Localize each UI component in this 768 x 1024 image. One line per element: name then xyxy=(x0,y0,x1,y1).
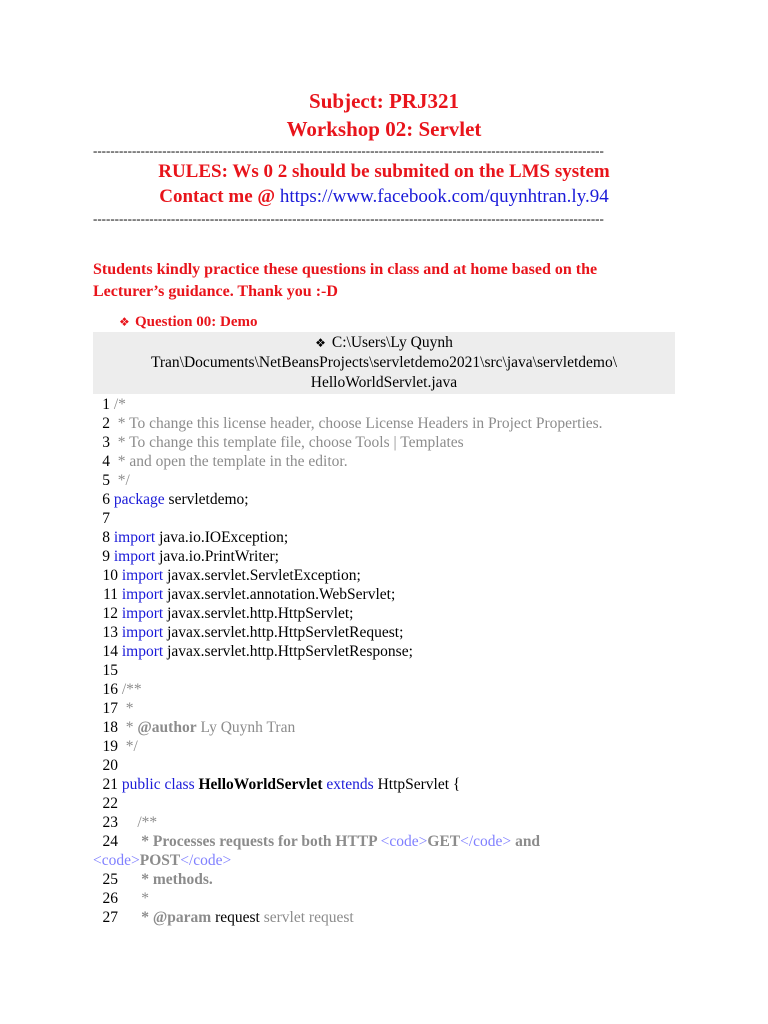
workshop-title: Workshop 02: Servlet xyxy=(286,117,482,141)
code-line: 21 public class HelloWorldServlet extends HttpServlet { xyxy=(102,776,461,793)
code-line: 27 * @param request servlet request xyxy=(102,909,354,926)
file-path xyxy=(93,333,675,393)
code-line: 2 * To change this license header, choose License Headers in Project Properties. xyxy=(102,415,603,432)
question-title: Question 00: Demo xyxy=(135,314,258,330)
code-line: 15 xyxy=(102,662,118,679)
path-line-1: C:\Users\Ly Quynh xyxy=(331,334,453,351)
code-line: 6 package servletdemo; xyxy=(102,491,249,508)
question-heading xyxy=(119,311,258,333)
top-divider: ---------------------------------------------------------------------------------------------------------------------- xyxy=(93,144,604,158)
code-line: 16 /** xyxy=(102,681,142,698)
intro-line-1: Students kindly practice these questions in class and at home based on the xyxy=(93,261,598,278)
code-line: 4 * and open the template in the editor. xyxy=(102,453,348,470)
contact-line xyxy=(0,184,768,210)
code-line: 7 xyxy=(102,510,110,527)
code-line: 12 import javax.servlet.http.HttpServlet; xyxy=(102,605,354,622)
code-line: 8 import java.io.IOException; xyxy=(102,529,289,546)
code-line: 13 import javax.servlet.http.HttpServletRequest; xyxy=(102,624,404,641)
code-line: 17 * xyxy=(102,700,134,717)
code-line: 24 * Processes requests for both HTTP <code>GET</code> and xyxy=(102,833,541,850)
intro-line-2: Lecturer’s guidance. Thank you :-D xyxy=(93,283,338,300)
subject-title: Subject: PRJ321 xyxy=(309,89,459,113)
bottom-divider: ---------------------------------------------------------------------------------------------------------------------- xyxy=(93,212,604,226)
path-line-3: HelloWorldServlet.java xyxy=(310,374,458,391)
code-line: 23 /** xyxy=(102,814,158,831)
contact-label: Contact me @ xyxy=(159,186,280,207)
rules-line: RULES: Ws 0 2 should be submited on the LMS system xyxy=(158,161,610,182)
code-line: <code>POST</code> xyxy=(93,852,232,869)
code-line: 25 * methods. xyxy=(102,871,213,888)
path-line-2: Tran\Documents\NetBeansProjects\servletdemo2021\src\java\servletdemo\ xyxy=(150,354,618,371)
code-line: 10 import javax.servlet.ServletException; xyxy=(102,567,361,584)
code-line: 19 */ xyxy=(102,738,138,755)
code-line: 9 import java.io.PrintWriter; xyxy=(102,548,279,565)
code-line: 5 */ xyxy=(102,472,130,489)
code-line: 14 import javax.servlet.http.HttpServletResponse; xyxy=(102,643,413,660)
code-line: 26 * xyxy=(102,890,149,907)
code-listing xyxy=(93,395,693,927)
code-line: 18 * @author Ly Quynh Tran xyxy=(102,719,296,736)
code-line: 22 xyxy=(102,795,118,812)
code-line: 11 import javax.servlet.annotation.WebServlet; xyxy=(103,586,396,603)
diamond-bullet-icon: ❖ xyxy=(315,336,326,350)
code-line: 3 * To change this template file, choose Tools | Templates xyxy=(102,434,464,451)
diamond-bullet-icon: ❖ xyxy=(119,315,130,329)
code-line: 20 xyxy=(102,757,118,774)
facebook-link[interactable]: https://www.facebook.com/quynhtran.ly.94 xyxy=(279,186,609,207)
code-line: 1 /* xyxy=(102,396,126,413)
